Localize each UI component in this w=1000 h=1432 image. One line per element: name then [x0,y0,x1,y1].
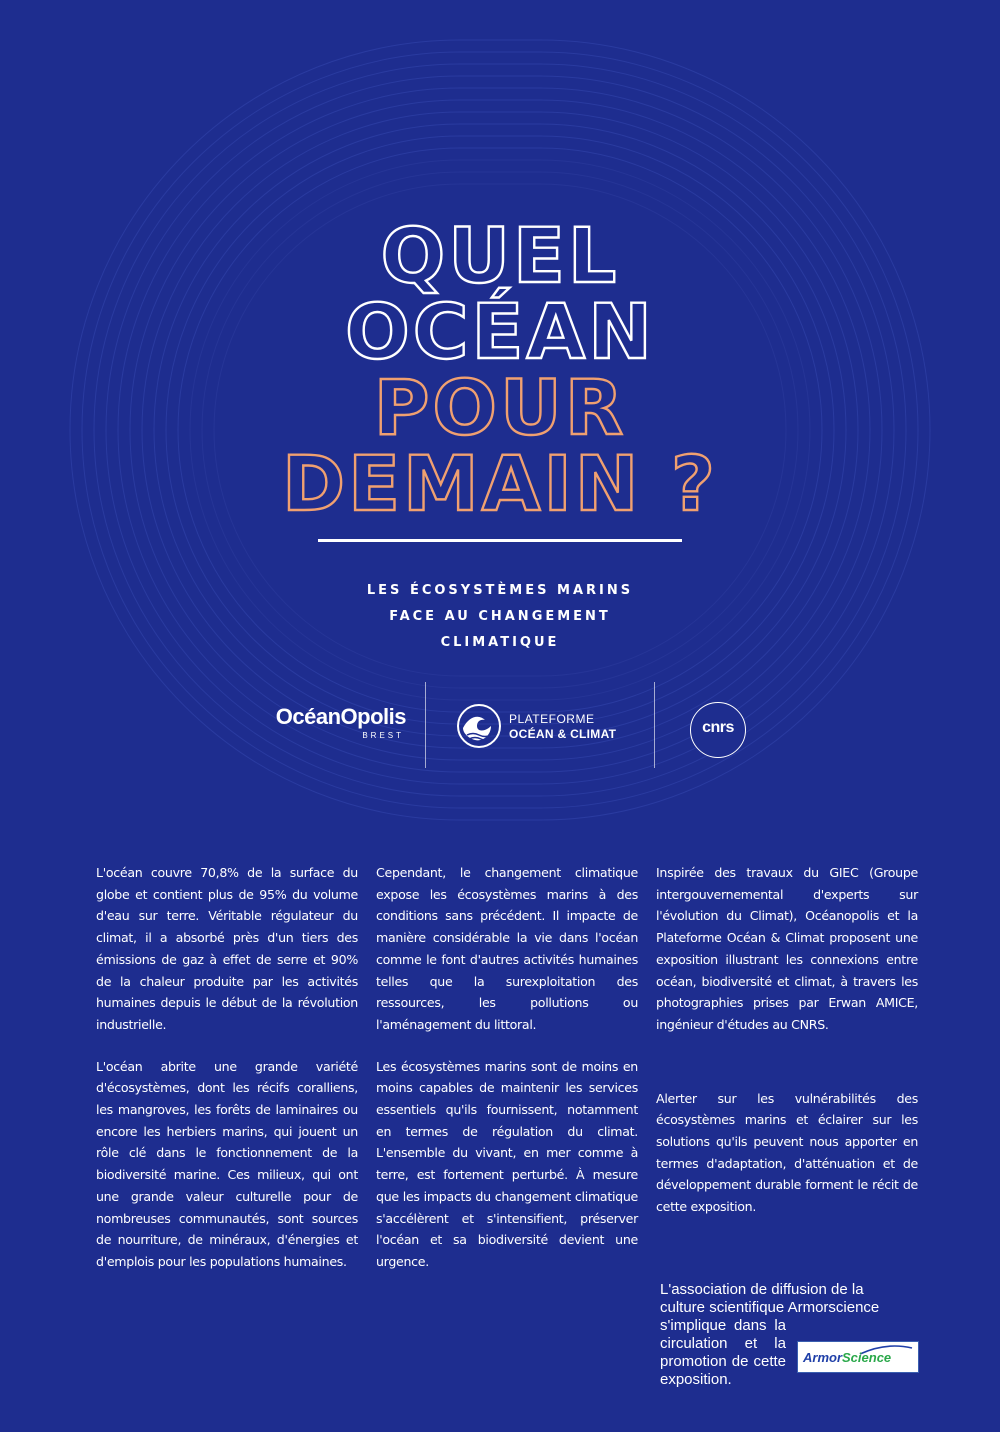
association-line-2: culture scientifique Armorscience [660,1299,880,1316]
partner-logos [230,682,770,768]
subtitle-line-2: FACE AU CHANGEMENT [389,609,611,624]
oceanopolis-logo [256,704,406,740]
paragraph: L'océan abrite une grande variété d'écosystèmes, dont les récifs coralliens, les mangroves, les forêts de laminaires ou encore les herbiers marins, qui jouent un rôle clé dans le fonctionnement de la biodiversité marine. Ces milieux, qui ont une grande valeur culturelle pour de nombreuses communautés, sont sources de nourriture, de minéraux, d'énergies et d'emplois pour les populations humaines. [96,1058,358,1269]
logo-separator [425,682,426,768]
poster-title [250,211,750,528]
poc-line-2: OCÉAN & CLIMAT [509,727,617,741]
poster-subtitle [300,578,700,656]
title-line-quel: QUEL [380,211,620,300]
paragraph: Inspirée des travaux du GIEC (Groupe intergouvernemental d'experts sur l'évolution du Climat), Océanopolis et la Plateforme Océan & Climat proposent une exposition illustrant les connexions entre océan, biodiversité et climat, à travers les photographies prises par Erwan AMICE, ingénieur d'études au CNRS. [656,865,918,1032]
oceanopolis-city: BREST [362,731,404,740]
paragraph: Alerter sur les vulnérabilités des écosystèmes marins et éclairer sur les solutions qu'ils peuvent nous apporter en termes d'adaptation, d'atténuation et de développement durable forment le récit de cette exposition. [656,1090,918,1215]
text-column-1 [96,862,358,1273]
title-line-pour: POUR [373,363,627,452]
association-rest: s'implique dans la circulation et la promotion de cette exposition. [660,1317,786,1388]
cnrs-text: cnrs [702,719,734,736]
armorscience-wordmark: ArmorScience [803,1350,892,1365]
subtitle-line-1: LES ÉCOSYSTÈMES MARINS [366,583,634,598]
title-divider [318,539,682,542]
title-line-demain: DEMAIN ? [282,439,718,528]
text-column-3 [656,862,918,1218]
text-column-2 [376,862,638,1273]
wave-emblem-icon [455,702,503,750]
subtitle-line-3: CLIMATIQUE [440,635,560,650]
paragraph: Cependant, le changement climatique expose les écosystèmes marins à des conditions sans précédent. Il impacte de manière considérable la vie dans l'océan comme le font d'autres activités humaines telles que la surexploitation des ressources, les pollutions ou l'aménagement du littoral. [376,865,638,1032]
oceanopolis-name: OcéanOpolis [275,704,406,729]
paragraph: Les écosystèmes marins sont de moins en moins capables de maintenir les services essentiels qu'ils fournissent, notamment en termes de régulation du climat. L'ensemble du vivant, en mer comme à terre, est fortement perturbé. À mesure que les impacts du changement climatique s'accélèrent et s'intensifient, préserver l'océan et sa biodiversité devient une urgence. [376,1058,638,1269]
cnrs-logo [690,702,746,758]
armorscience-logo [797,1341,919,1373]
logo-separator [654,682,655,768]
plateforme-ocean-climat-logo [455,702,655,752]
title-line-ocean: OCÉAN [345,287,655,376]
association-line-1: L'association de diffusion de la [660,1281,864,1298]
paragraph: L'océan couvre 70,8% de la surface du globe et contient plus de 95% du volume d'eau sur terre. Véritable régulateur du climat, il a absorbé près d'un tiers des émissions de gaz à effet de serre et 90% de la chaleur produite par les activités humaines depuis le début de la révolution industrielle. [96,865,358,1032]
poc-line-1: PLATEFORME [509,712,595,726]
